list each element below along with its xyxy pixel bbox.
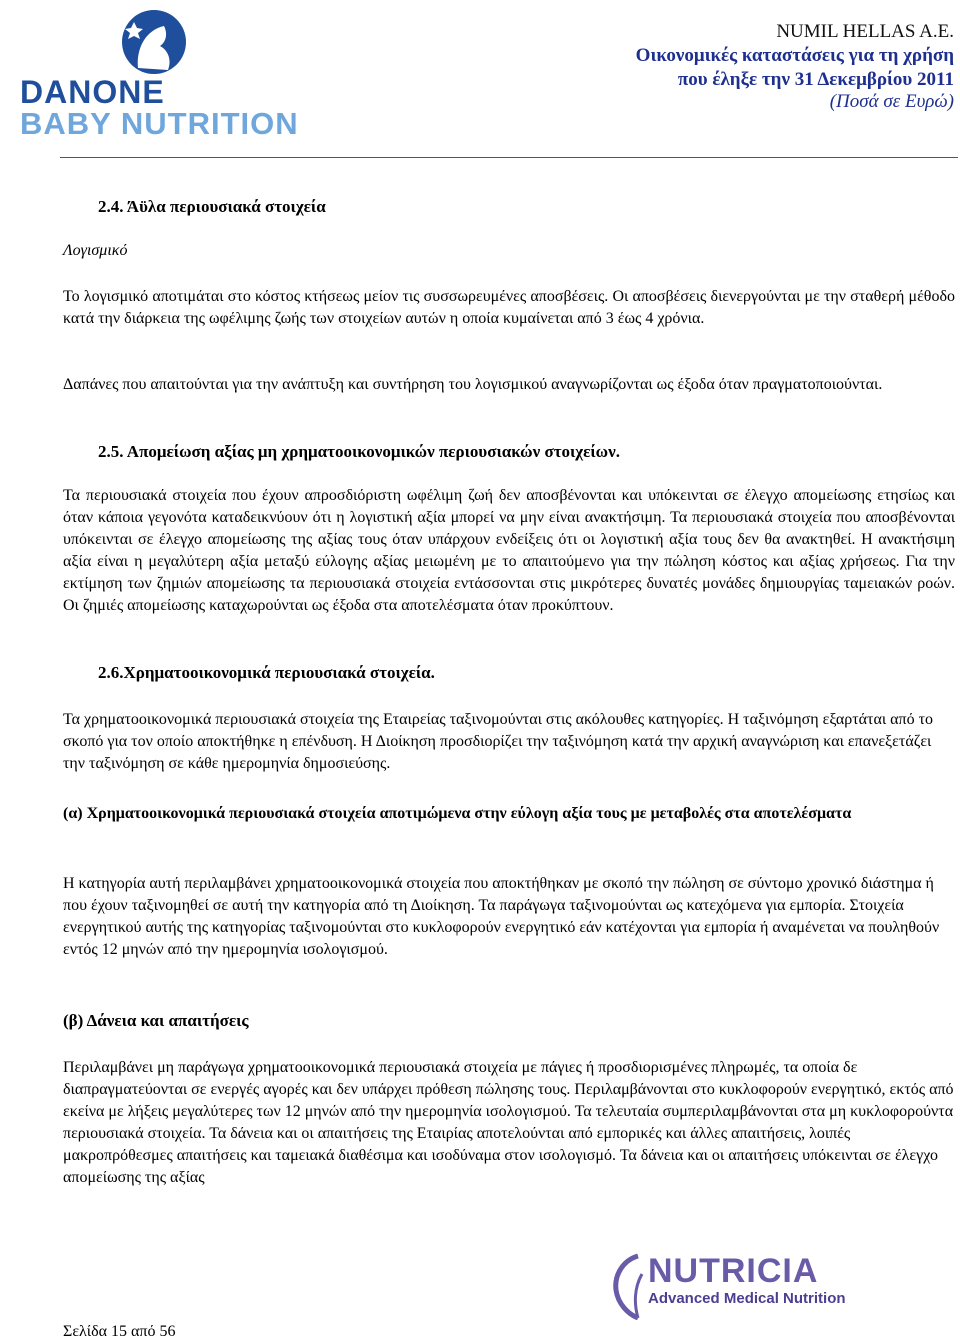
section-2-4-heading: 2.4. Άϋλα περιουσιακά στοιχεία <box>98 197 326 216</box>
section-2-4-paragraph-2: Δαπάνες που απαιτούνται για την ανάπτυξη και συντήρηση του λογισμικού αναγνωρίζονται ως έξοδα όταν πραγματοποιούνται. <box>63 376 883 393</box>
section-2-4-paragraph-1: Το λογισμικό αποτιμάται στο κόστος κτήσεως μείον τις συσσωρευμένες αποσβέσεις. Οι αποσβέσεις διενεργούνται με την σταθερή μέθοδο κατά την διάρκεια της ωφέλιμης ζωής των στοιχείων αυτών η οποία κυμαίνεται από 3 έως 4 χρόνια. <box>63 288 955 327</box>
statements-title: Οικονομικές καταστάσεις για τη χρήση <box>635 45 954 66</box>
subsection-b-paragraph-1: Περιλαμβάνει μη παράγωγα χρηματοοικονομικά περιουσιακά στοιχεία με πάγιες ή προσδιορισμένες πληρωμές, τα οποία δε διαπραγματεύονται σε ενεργές αγορές και δεν υπάρχει πρόθεση πώλησης τους. Περιλαμβάνονται στο κυκλοφορούν ενεργητικό, εκτός από εκείνα με λήξεις μεγαλύτερες των 12 μηνών από την ημερομηνία ισολογισμού. Τα τελευταία συμπεριλαμβάνονται στα μη κυκλοφορούντα περιουσιακά στοιχεία. Τα δάνεια και οι απαιτήσεις της Εταιρίας αποτελούνται από εμπορικές και άλλες απαιτήσεις, λοιπές μακροπρόθεσμες απαιτήσεις και ταμειακά διαθέσιμα και ισοδύναμα στον ισολογισμό. Τα δάνεια και οι απαιτήσεις υπόκεινται σε έλεγχο απομείωσης της αξίας <box>63 1059 954 1186</box>
statements-period: που έληξε την 31 Δεκεμβρίου 2011 <box>677 69 954 90</box>
advanced-medical-nutrition-text: Advanced Medical Nutrition <box>648 1290 846 1307</box>
section-2-6-heading: 2.6.Χρηματοοικονομικά περιουσιακά στοιχεία. <box>98 663 435 682</box>
section-2-5-heading: 2.5. Απομείωση αξίας μη χρηματοοικονομικών περιουσιακών στοιχείων. <box>98 442 620 461</box>
page-number: Σελίδα 15 από 56 <box>63 1323 176 1340</box>
nutricia-logo-text: NUTRICIA <box>648 1252 819 1290</box>
header-divider <box>60 157 958 158</box>
nutricia-stem-icon <box>635 1274 642 1318</box>
currency-note: (Ποσά σε Ευρώ) <box>829 91 954 112</box>
subsection-b-heading: (β) Δάνεια και απαιτήσεις <box>63 1011 249 1030</box>
danone-logo-text: DANONE <box>20 74 165 110</box>
subsection-a-heading: (α) Χρηματοοικονομικά περιουσιακά στοιχεία αποτιμώμενα στην εύλογη αξία τους με μεταβολές στα αποτελέσματα <box>63 805 852 822</box>
section-2-6-paragraph-1: Τα χρηματοοικονομικά περιουσιακά στοιχεία της Εταιρείας ταξινομούνται στις ακόλουθες κατηγορίες. Η ταξινόμηση εξαρτάται από το σκοπό για τον οποίο αποκτήθηκε η επένδυση. Η Διοίκηση προσδιορίζει την ταξινόμηση κατά την αρχική αναγνώριση και επανεξετάζει την ταξινόμηση σε κάθε ημερομηνία δημοσιεύσης. <box>63 711 934 772</box>
section-2-5-paragraph-1: Τα περιουσιακά στοιχεία που έχουν απροσδιόριστη ωφέλιμη ζωή δεν αποσβένονται και υπόκεινται σε έλεγχο απομείωσης ετησίως και όταν κάποια γεγονότα καταδεικνύουν ότι η λογιστική αξία μπορεί να μην είναι ανακτήσιμη. Τα περιουσιακά στοιχεία που αποσβένονται υπόκεινται σε έλεγχο απομείωσης της αξίας τους όταν υπάρχουν ενδείξεις ότι οι λογιστική αξία τους δεν θα ανακτηθεί. Η ανακτήσιμη αξία είναι η μεγαλύτερη αξία μεταξύ εύλογης αξίας μειωμένη με το απαιτούμενο για την πώληση κόστος και αξίας χρήσεως. Για την εκτίμηση των ζημιών απομείωσης τα περιουσιακά στοιχεία εντάσσονται στις μικρότερες δυνατές μονάδες δημιουργίας ταμειακών ροών. Οι ζημιές απομείωσης καταχωρούνται ως έξοδα στα αποτελέσματα όταν προκύπτουν. <box>63 487 955 614</box>
subsection-a-paragraph-1: Η κατηγορία αυτή περιλαμβάνει χρηματοοικονομικά στοιχεία που αποκτήθηκαν με σκοπό την πώληση σε σύντομο χρονικό διάστημα ή που έχουν ταξινομηθεί σε αυτή την κατηγορία από τη Διοίκηση. Τα παράγωγα ταξινομούνται ως κατεχόμενα για εμπορία. Στοιχεία ενεργητικού αυτής της κατηγορίας ταξινομούνται στο κυκλοφορούν ενεργητικό εάν κατέχονται για εμπορία ή αναμένεται να πουληθούν εντός 12 μηνών από την ημερομηνία ισολογισμού. <box>63 875 940 958</box>
section-2-4-subheading: Λογισμικό <box>63 242 128 259</box>
baby-nutrition-logo-text: BABY NUTRITION <box>20 106 299 141</box>
company-name: NUMIL HELLAS A.E. <box>776 21 954 42</box>
